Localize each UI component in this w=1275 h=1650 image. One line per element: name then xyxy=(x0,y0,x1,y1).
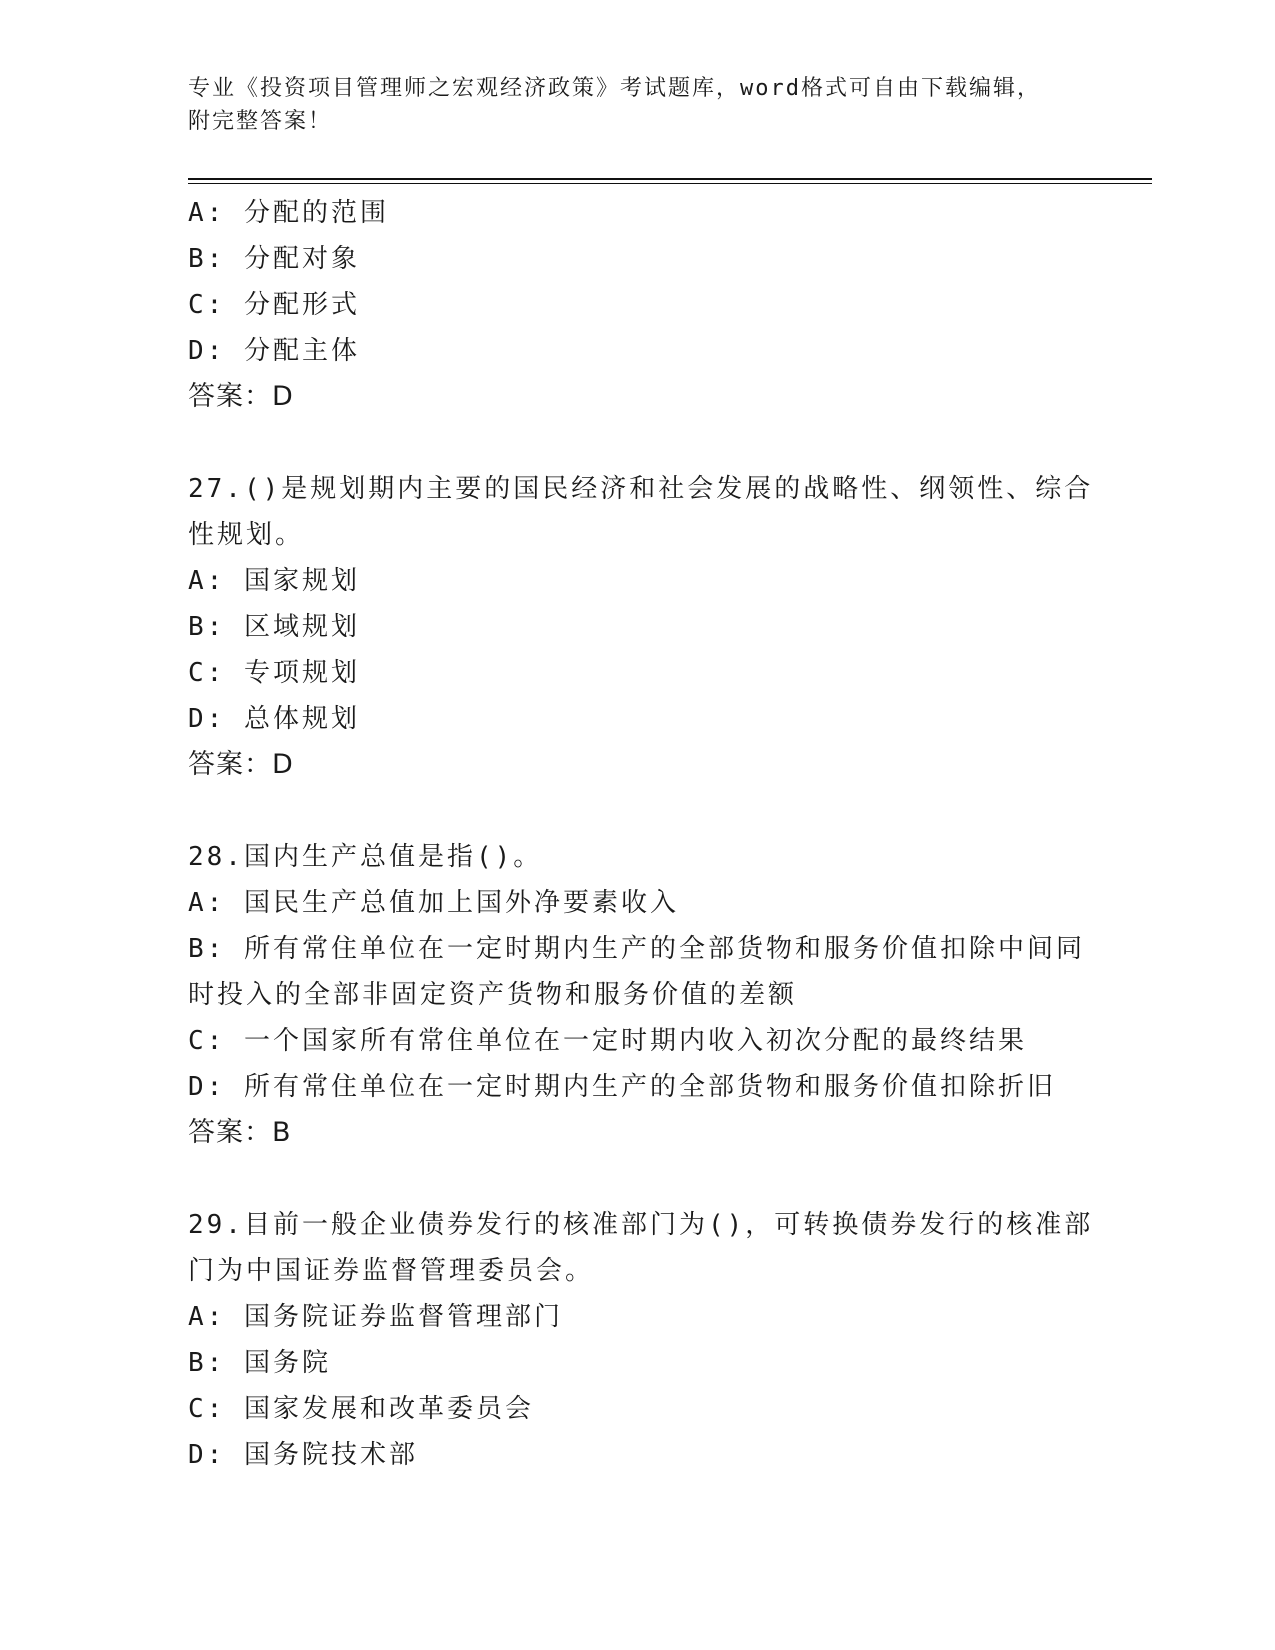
question-list xyxy=(188,190,1094,1478)
spacer xyxy=(188,788,1088,834)
question-stem: 29.目前一般企业债券发行的核准部门为()，可转换债券发行的核准部 xyxy=(188,1210,1094,1240)
question-26 xyxy=(188,190,1088,420)
option-d: D: 分配主体 xyxy=(188,336,360,366)
header-line-2: 附完整答案！ xyxy=(188,109,333,134)
option-a: A: 分配的范围 xyxy=(188,198,389,228)
option-a: A: 国民生产总值加上国外净要素收入 xyxy=(188,888,679,918)
question-28 xyxy=(188,834,1088,1156)
option-b: B: 所有常住单位在一定时期内生产的全部货物和服务价值扣除中间同 xyxy=(188,934,1085,964)
option-d: D: 所有常住单位在一定时期内生产的全部货物和服务价值扣除折旧 xyxy=(188,1072,1056,1102)
question-stem: 门为中国证券监督管理委员会。 xyxy=(188,1256,595,1286)
question-stem: 27.()是规划期内主要的国民经济和社会发展的战略性、纲领性、综合 xyxy=(188,474,1094,504)
spacer xyxy=(188,420,1088,466)
answer: 答案：B xyxy=(188,1117,292,1148)
header-line-1: 专业《投资项目管理师之宏观经济政策》考试题库，word格式可自由下载编辑， xyxy=(188,76,1041,101)
option-c: C: 一个国家所有常住单位在一定时期内收入初次分配的最终结果 xyxy=(188,1026,1027,1056)
document-header xyxy=(188,72,1088,138)
option-b-continued: 时投入的全部非固定资产货物和服务价值的差额 xyxy=(188,980,798,1010)
question-29 xyxy=(188,1202,1094,1478)
option-b: B: 分配对象 xyxy=(188,244,360,274)
option-b: B: 区域规划 xyxy=(188,612,360,642)
question-stem: 性规划。 xyxy=(188,520,305,550)
spacer xyxy=(188,1156,1088,1202)
header-divider xyxy=(188,178,1152,184)
option-c: C: 国家发展和改革委员会 xyxy=(188,1394,534,1424)
option-c: C: 专项规划 xyxy=(188,658,360,688)
option-b: B: 国务院 xyxy=(188,1348,331,1378)
option-a: A: 国务院证券监督管理部门 xyxy=(188,1302,563,1332)
question-stem: 28.国内生产总值是指()。 xyxy=(188,842,543,872)
answer: 答案：D xyxy=(188,749,294,780)
option-d: D: 总体规划 xyxy=(188,704,360,734)
question-27 xyxy=(188,466,1094,788)
answer: 答案：D xyxy=(188,381,294,412)
option-a: A: 国家规划 xyxy=(188,566,360,596)
option-c: C: 分配形式 xyxy=(188,290,360,320)
option-d: D: 国务院技术部 xyxy=(188,1440,418,1470)
